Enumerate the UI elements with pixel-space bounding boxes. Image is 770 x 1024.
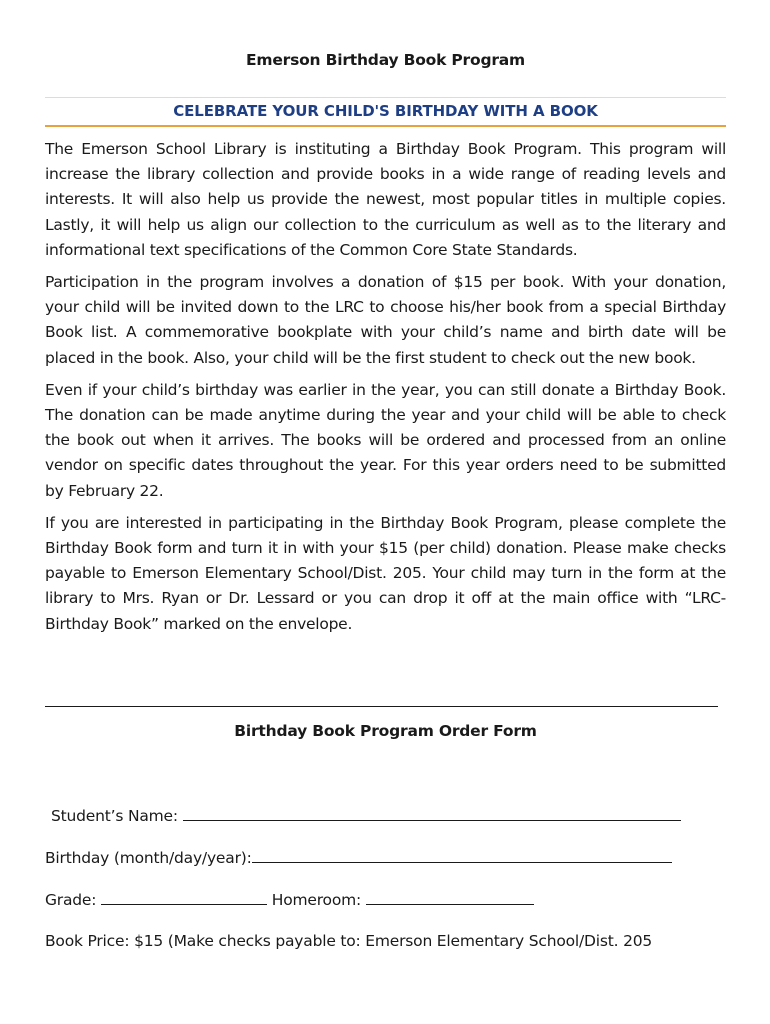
- paragraph-participation: Participation in the program involves a donation of $15 per book. With your donation, your child will be invited down to the LRC to choose his/her book from a special Birthday Book list. A commemorative bookplate with your child’s name and birth date will be placed in the book. Also, your child will be the first student to check out the new book.: [45, 273, 726, 367]
- grade-blank[interactable]: [101, 890, 267, 905]
- homeroom-label: Homeroom:: [271, 891, 366, 909]
- grade-homeroom-field: [45, 890, 534, 909]
- birthday-field: [45, 848, 672, 867]
- birthday-blank[interactable]: [252, 848, 672, 863]
- grade-label: Grade:: [45, 891, 102, 909]
- student-name-field: [51, 806, 681, 825]
- student-name-label: Student’s Name:: [51, 807, 183, 825]
- book-price-text: Book Price: $15 (Make checks payable to: Emerson Elementary School/Dist. 205: [45, 932, 653, 950]
- program-description: [45, 137, 726, 644]
- banner-bottom-rule: [45, 125, 726, 127]
- paragraph-instructions: If you are interested in participating in the Birthday Book Program, please complete the Birthday Book form and turn it in with your $15 (per child) donation. Please make checks payable to Emerson Elementary School/Dist. 205. Your child may turn in the form at the library to Mrs. Ryan or Dr. Lessard or you can drop it off at the main office with “LRC-Birthday Book” marked on the envelope.: [45, 513, 726, 633]
- banner-heading: CELEBRATE YOUR CHILD'S BIRTHDAY WITH A BOOK: [173, 102, 598, 120]
- cut-line-separator: [45, 706, 718, 707]
- homeroom-blank[interactable]: [366, 890, 534, 905]
- paragraph-intro: The Emerson School Library is instituting a Birthday Book Program. This program will increase the library collection and provide books in a wide range of reading levels and interests. It will also help us provide the newest, most popular titles in multiple copies. Lastly, it will help us align our collection to the curriculum as well as to the literary and informational text specifications of the Common Core State Standards.: [45, 140, 726, 259]
- order-form-page: [45, 0, 726, 1024]
- birthday-label: Birthday (month/day/year):: [45, 849, 252, 867]
- order-form-title: Birthday Book Program Order Form: [234, 722, 537, 740]
- banner-top-rule: [45, 97, 726, 98]
- student-name-blank[interactable]: [183, 806, 681, 821]
- paragraph-late-birthday: Even if your child’s birthday was earlier in the year, you can still donate a Birthday Book. The donation can be made anytime during the year and your child will be able to check the book out when it arrives. The books will be ordered and processed from an online vendor on specific dates throughout the year. For this year orders need to be submitted by February 22.: [45, 380, 726, 500]
- document-title: Emerson Birthday Book Program: [245, 51, 525, 69]
